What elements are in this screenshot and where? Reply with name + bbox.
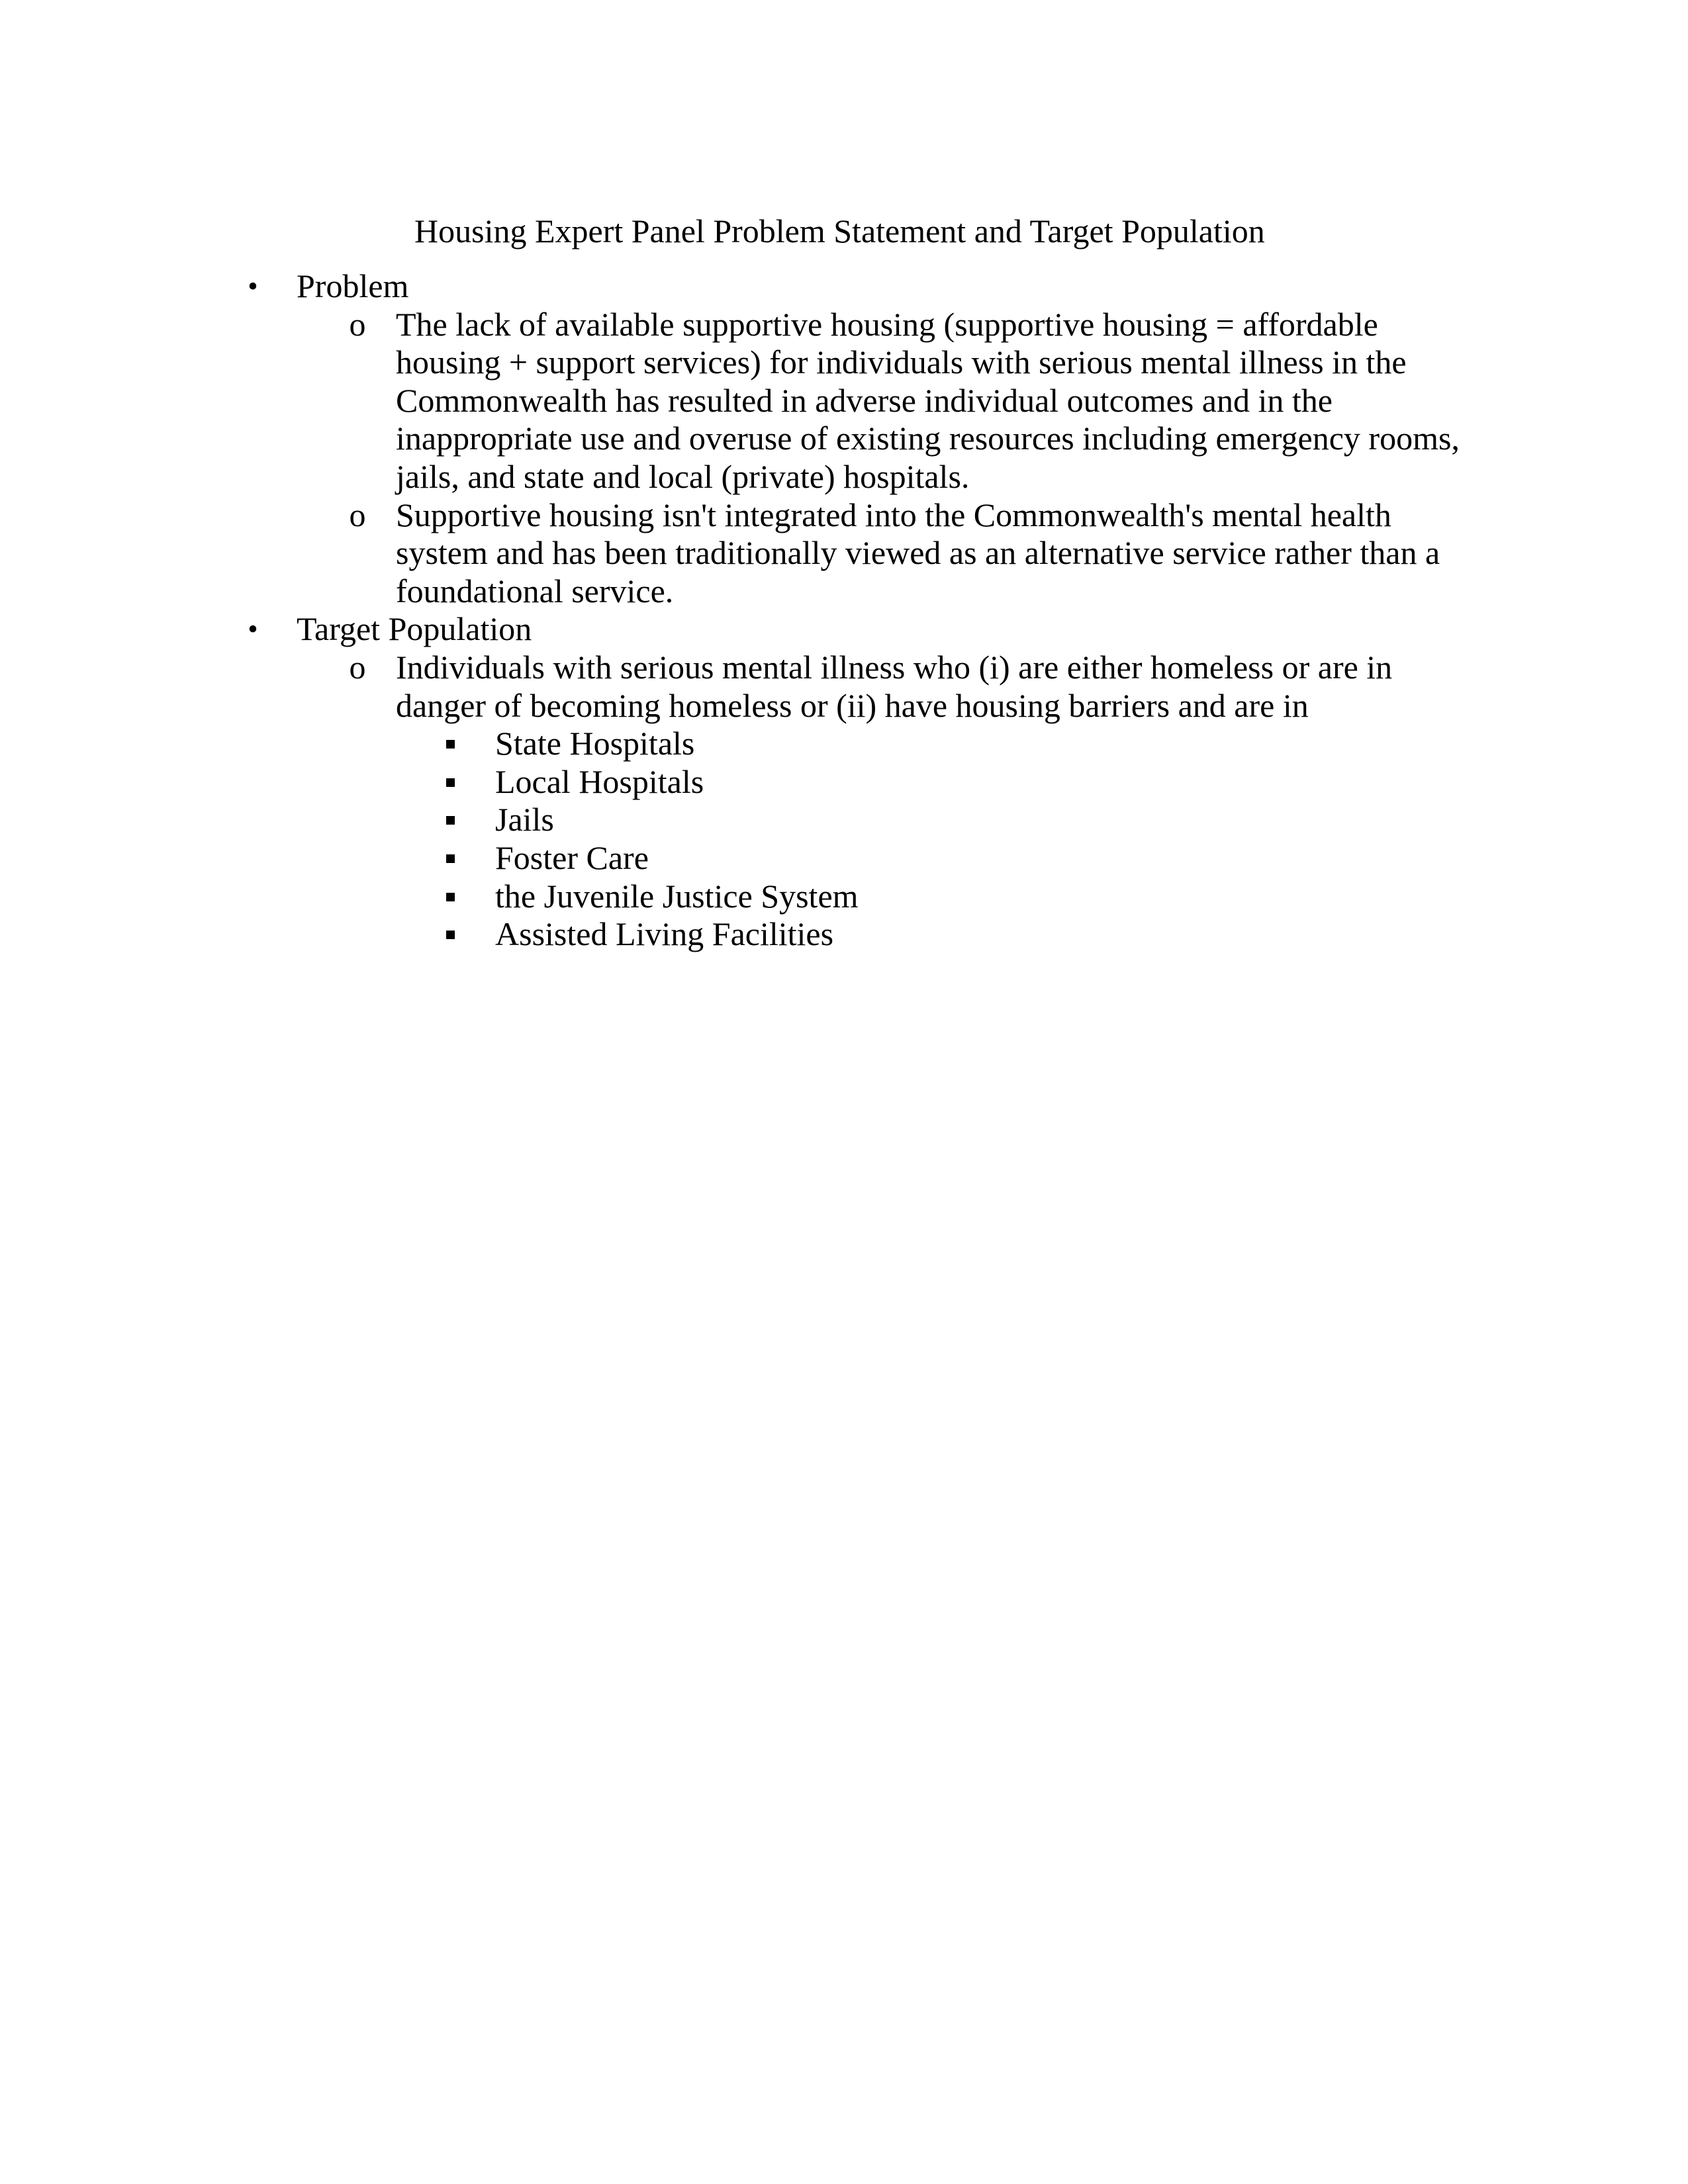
circle-bullet-icon: o xyxy=(349,496,366,533)
sub-bullet-item xyxy=(0,306,1688,496)
document-title: Housing Expert Panel Problem Statement and Target Population xyxy=(414,212,1265,250)
setting-state-hospitals: State Hospitals xyxy=(495,725,695,762)
list-item xyxy=(0,801,1688,839)
setting-jails: Jails xyxy=(495,801,554,839)
list-item xyxy=(0,763,1688,801)
setting-assisted-living: Assisted Living Facilities xyxy=(495,915,834,953)
square-bullet-icon xyxy=(437,839,463,878)
square-bullet-icon xyxy=(437,878,463,916)
problem-statement-2: Supportive housing isn't integrated into the Commonwealth's mental health system and has been traditionally viewed as an alternative service rather than a foundational service. xyxy=(396,496,1440,610)
problem-statement-1: The lack of available supportive housing (supportive housing = affordable housing + support services) for individuals with serious mental illness in the Commonwealth has resulted in adverse individual outcomes and in the inappropriate use and overuse of existing resources including emergency rooms, jails, and state and local (private) hospitals. xyxy=(396,305,1460,495)
bullet-item-target-population xyxy=(0,610,1688,649)
section-heading-target-population: Target Population xyxy=(297,610,532,648)
circle-bullet-icon: o xyxy=(349,305,366,343)
bullet-icon: • xyxy=(248,613,258,646)
bullet-icon: • xyxy=(248,270,258,302)
list-item xyxy=(0,725,1688,763)
list-item xyxy=(0,839,1688,878)
setting-foster-care: Foster Care xyxy=(495,839,649,876)
setting-juvenile-justice: the Juvenile Justice System xyxy=(495,877,859,915)
square-bullet-icon xyxy=(437,801,463,839)
list-item xyxy=(0,878,1688,916)
document-body xyxy=(0,267,1688,954)
circle-bullet-icon: o xyxy=(349,648,366,686)
square-bullet-icon xyxy=(437,915,463,954)
bullet-item-problem xyxy=(0,267,1688,306)
sub-bullet-item xyxy=(0,649,1688,725)
section-heading-problem: Problem xyxy=(297,267,409,304)
sub-bullet-item xyxy=(0,496,1688,611)
square-bullet-icon xyxy=(437,725,463,763)
target-population-description: Individuals with serious mental illness who (i) are either homeless or are in danger of becoming homeless or (ii) have housing barriers and are in xyxy=(396,648,1393,724)
setting-local-hospitals: Local Hospitals xyxy=(495,762,704,800)
square-bullet-icon xyxy=(437,763,463,801)
list-item xyxy=(0,915,1688,954)
